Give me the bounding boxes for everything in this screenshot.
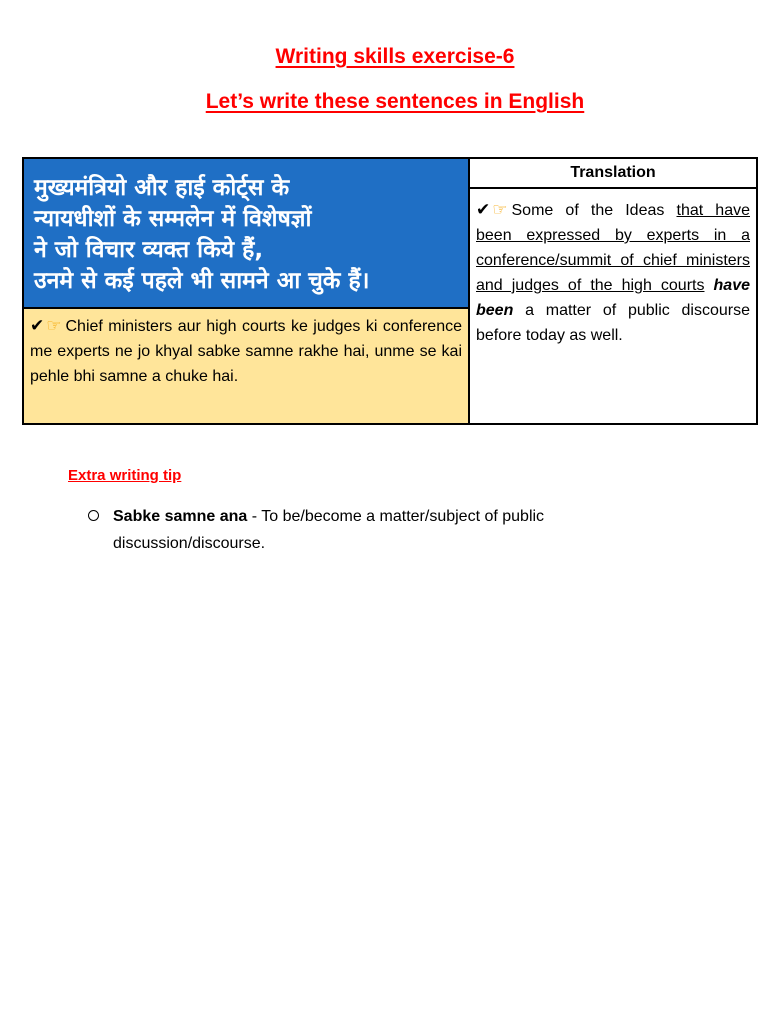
pointing-hand-icon: ☞	[46, 316, 62, 335]
tip-title: Extra writing tip	[68, 467, 182, 484]
tip-term: Sabke samne ana	[113, 508, 248, 525]
translation-text-part1: Some of the Ideas	[511, 202, 677, 219]
answer-marks	[30, 313, 62, 339]
hindi-sentence-cell: मुख्यमंत्रियो और हाई कोर्ट्स के न्यायधीशों के सम्मलेन में विशेषज्ञों ने जो विचार व्यक्त किये हैं, उनमे से कई पहले भी सामने आ चुके हैं।	[24, 159, 470, 309]
hollow-circle-bullet-icon	[88, 510, 99, 521]
pointing-hand-icon: ☞	[492, 200, 508, 219]
translation-cell	[470, 189, 756, 423]
page-title: Writing skills exercise-6	[275, 45, 515, 68]
tip-list-item	[88, 503, 648, 557]
translation-header: Translation	[470, 159, 756, 189]
translation-emphasis: have been	[476, 277, 750, 319]
check-icon: ✔	[476, 200, 491, 219]
tip-text	[113, 503, 648, 557]
translation-marks	[476, 197, 508, 223]
translation-underlined-clause: that have been expressed by experts in a conference/summit of chief ministers and judges of the high courts	[476, 202, 750, 294]
roman-hindi-cell	[24, 309, 470, 423]
roman-hindi-text: Chief ministers aur high courts ke judges ki conference me experts ne jo khyal sabke samne rakhe hai, unme se kai pehle bhi samne a chuke hai.	[30, 318, 462, 385]
page-subtitle: Let’s write these sentences in English	[205, 90, 585, 113]
translation-text-part3: a matter of public discourse before today as well.	[476, 302, 750, 344]
check-icon: ✔	[30, 316, 45, 335]
translation-text-part2	[704, 277, 713, 294]
exercise-table	[22, 157, 758, 425]
tip-definition: - To be/become a matter/subject of public discussion/discourse.	[113, 508, 545, 552]
